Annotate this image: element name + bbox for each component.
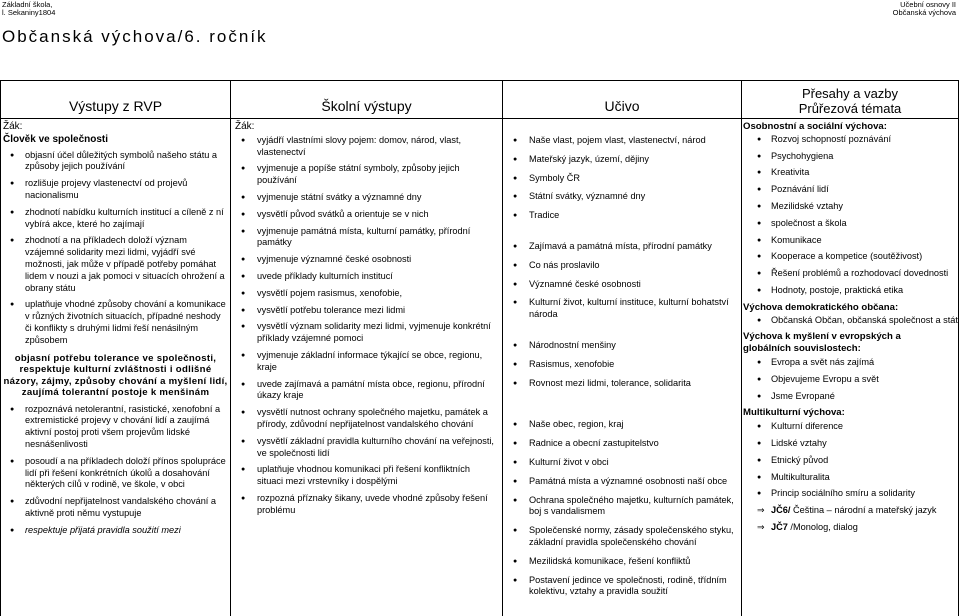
reference-code: JČ7 xyxy=(771,521,788,532)
section-heading: Výchova demokratického občana: xyxy=(743,301,899,313)
list-item: ● vyjmenuje státní svátky a významné dny xyxy=(231,192,498,204)
section-heading: Multikulturní výchova: xyxy=(743,407,845,419)
col-header-crosscurricular xyxy=(742,81,959,119)
subject-name: Občanská výchova xyxy=(892,8,956,17)
cell-school-outcomes xyxy=(231,119,503,616)
table-header-row xyxy=(1,81,959,119)
section-heading: Osobnostní a sociální výchova: xyxy=(743,121,887,132)
list-item: ● uvede zajímavá a památní místa obce, regionu, přírodní úkazy kraje xyxy=(231,379,498,403)
cross-reference-item xyxy=(743,505,958,517)
list-item: ● Hodnoty, postoje, praktická etika xyxy=(743,285,958,297)
section-heading xyxy=(743,331,958,355)
list-item: ● respektuje přijatá pravidla soužití mezi xyxy=(3,525,228,537)
list-item: ● Mateřský jazyk, území, dějiny xyxy=(503,154,738,166)
list-item: ● rozpoznává netolerantní, rasistické, xenofobní a extremistické projevy v chování lidí a zaujímá aktivní postoj proti všem projevům lidské nesnášenlivosti xyxy=(3,404,228,451)
student-label: Žák: xyxy=(3,121,23,132)
list-item: ● Zajímavá a památná místa, přírodní památky xyxy=(503,241,738,253)
list-item: ● Princip sociálního smíru a solidarity xyxy=(743,488,958,500)
list-item: ● Rovnost mezi lidmi, tolerance, solidarita xyxy=(503,378,738,390)
list-item: ● vysvětlí nutnost ochrany společného majetku, památek a přírody, zdůvodní nepřijatelnost vandalského chování xyxy=(231,407,498,431)
list-item: ● Objevujeme Evropu a svět xyxy=(743,374,958,386)
list-item: ● vysvětlí původ svátků a orientuje se v nich xyxy=(231,209,498,221)
list-item: ● Symboly ČR xyxy=(503,173,738,185)
list-item: ● Kulturní život, kulturní instituce, kulturní bohatství národa xyxy=(503,297,738,321)
section-heading-line1: Výchova k myšlení v evropských a xyxy=(743,331,901,343)
cell-rvp xyxy=(1,119,231,616)
col-header-crosscurricular-line2: Průřezová témata xyxy=(798,101,902,116)
list-item: ● Ochrana společného majetku, kulturních památek, boj s vandalismem xyxy=(503,495,738,519)
doc-type: Učební osnovy II xyxy=(900,0,956,9)
col-header-content: Učivo xyxy=(503,81,742,119)
reference-code: JČ6/ xyxy=(771,505,791,516)
section-heading-line2: globálních souvislostech: xyxy=(743,343,861,355)
list-item: ● Jsme Evropané xyxy=(743,391,958,403)
list-item: ● zhodnotí nabídku kulturních institucí a cíleně z ní vybírá akce, které ho zajímají xyxy=(3,207,228,231)
list-item: ● Rasismus, xenofobie xyxy=(503,359,738,371)
reference-text: Čeština – národní a mateřský jazyk xyxy=(790,505,937,516)
list-item: ● zhodnotí a na příkladech doloží význam vzájemné solidarity mezi lidmi, vyjádří své možnosti, jak může v případě potřeby pomáhat lidem v nouzi a jak pomoci v situacích ohrožení a obrany státu xyxy=(3,235,228,294)
list-item: ● vysvětlí potřebu tolerance mezi lidmi xyxy=(231,305,498,317)
list-item: ● uplatňuje vhodnou komunikaci při řešení konfliktních situaci mezi vrstevníky i dospělými xyxy=(231,464,498,488)
list-item: ● Etnický původ xyxy=(743,455,958,467)
list-item: ● Společenské normy, zásady společenského styku, základní pravidla společenského chování xyxy=(503,525,738,549)
list-item: ● rozpozná příznaky šikany, uvede vhodné způsoby řešení problému xyxy=(231,493,498,517)
col-header-school: Školní výstupy xyxy=(231,81,503,119)
student-label: Žák: xyxy=(235,121,255,132)
list-item: ● zdůvodní nepřijatelnost vandalského chování a aktivně proti němu vystupuje xyxy=(3,496,228,520)
reference-text: /Monolog, dialog xyxy=(787,521,858,532)
cell-crosscurricular xyxy=(742,119,959,616)
list-item: ● Rozvoj schopností poznávání xyxy=(743,134,958,146)
list-item: ● Komunikace xyxy=(743,235,958,247)
list-item: ● Národnostní menšiny xyxy=(503,340,738,352)
tolerance-block: objasní potřebu tolerance ve společnosti, respektuje kulturní zvláštnosti i odlišné názory, zájmy, způsoby chování a myšlení lidí, zaujímá tolerantní postoje k menšinám xyxy=(3,352,228,399)
list-item: ● Tradice xyxy=(503,210,738,222)
list-item: ● vyjádří vlastními slovy pojem: domov, národ, vlast, vlastenectví xyxy=(231,135,498,159)
table-body-row xyxy=(1,119,959,616)
list-item: ● vysvětlí význam solidarity mezi lidmi, vyjmenuje konkrétní příklady vzájemné pomoci xyxy=(231,321,498,345)
school-name: Základní škola, xyxy=(2,0,53,9)
list-item: ● vysvětlí pojem rasismus, xenofobie, xyxy=(231,288,498,300)
col-header-crosscurricular-line1: Přesahy a vazby xyxy=(801,86,899,101)
list-item: ● Naše vlast, pojem vlast, vlastenectví, národ xyxy=(503,135,738,147)
list-item: ● Kulturní život v obci xyxy=(503,457,738,469)
list-item: ● Občanská Občan, občanská společnost a stát xyxy=(743,315,958,327)
list-item: ● Lidské vztahy xyxy=(743,438,958,450)
list-item: ● vysvětlí základní pravidla kulturního chování na veřejnosti, ve společnosti lidí xyxy=(231,436,498,460)
list-item: ● objasní účel důležitých symbolů našeho státu a způsoby jejich používání xyxy=(3,150,228,174)
header-left xyxy=(2,1,55,17)
list-item: ● Kreativita xyxy=(743,167,958,179)
list-item: ● Památná místa a významné osobnosti naší obce xyxy=(503,476,738,488)
list-item: ● Významné české osobnosti xyxy=(503,279,738,291)
list-item: ● Mezilidské vztahy xyxy=(743,201,958,213)
list-item: ● rozlišuje projevy vlastenectví od projevů nacionalismu xyxy=(3,178,228,202)
curriculum-table xyxy=(0,80,959,616)
list-item: ● vyjmenuje a popíše státní symboly, způsoby jejich používání xyxy=(231,163,498,187)
header-right xyxy=(893,1,956,17)
list-item: ● Naše obec, region, kraj xyxy=(503,419,738,431)
list-item: ● Kooperace a kompetice (soutěživost) xyxy=(743,251,958,263)
list-item: ● vyjmenuje významné české osobnosti xyxy=(231,254,498,266)
col-header-rvp: Výstupy z RVP xyxy=(1,81,231,119)
list-item: ● Radnice a obecní zastupitelstvo xyxy=(503,438,738,450)
list-item: ● vyjmenuje památná místa, kulturní památky, přírodní památky xyxy=(231,226,498,250)
list-item: ● posoudí a na příkladech doloží přínos spolupráce lidí při řešení konkrétních úkolů a dosahování některých cílů v rodině, ve škole, v obci xyxy=(3,456,228,491)
cross-reference-item xyxy=(743,522,958,534)
list-item: ● Evropa a svět nás zajímá xyxy=(743,357,958,369)
list-item: ● společnost a škola xyxy=(743,218,958,230)
list-item: ● Psychohygiena xyxy=(743,151,958,163)
list-item: ● Multikulturalita xyxy=(743,472,958,484)
list-item: ● Státní svátky, významné dny xyxy=(503,191,738,203)
list-item: ● Postavení jedince ve společnosti, rodině, třídním kolektivu, vztahy a pravidla soužití xyxy=(503,575,738,599)
list-item: ● Mezilidská komunikace, řešení konfliktů xyxy=(503,556,738,568)
section-heading: Člověk ve společnosti xyxy=(3,133,109,145)
page-title: Občanská výchova/6. ročník xyxy=(2,27,268,46)
list-item: ● Řešení problémů a rozhodovací dovednosti xyxy=(743,268,958,280)
list-item: ● uplatňuje vhodné způsoby chování a komunikace v různých životních situacích, případné neshody či konflikty s druhými lidmi řeší nenásilným způsobem xyxy=(3,299,228,346)
list-item: ● Poznávání lidí xyxy=(743,184,958,196)
list-item: ● Kulturní diference xyxy=(743,421,958,433)
list-item: ● vyjmenuje základní informace týkající se obce, regionu, kraje xyxy=(231,350,498,374)
cell-content xyxy=(503,119,742,616)
list-item: ● Co nás proslavilo xyxy=(503,260,738,272)
list-item: ● uvede příklady kulturních institucí xyxy=(231,271,498,283)
school-address: l. Sekaniny1804 xyxy=(2,8,56,17)
